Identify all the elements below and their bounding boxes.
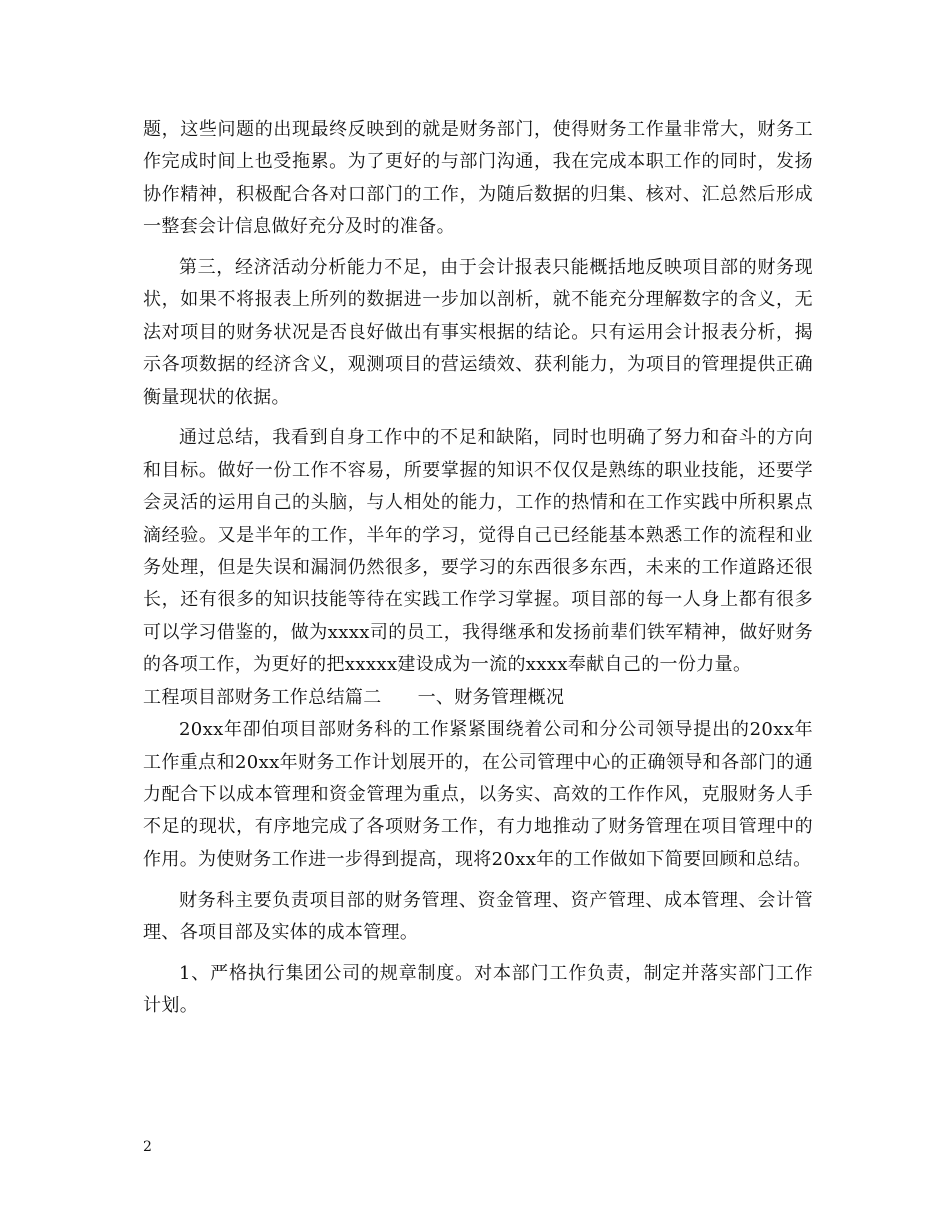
section-heading-title: 工程项目部财务工作总结篇二 xyxy=(143,686,382,708)
section-heading xyxy=(143,682,813,714)
paragraph-overview: 20xx年卲伯项目部财务科的工作紧紧围绕着公司和分公司领导提出的20xx年工作重点和20xx年财务工作计划展开的，在公司管理中心的正确领导和各部门的通力配合下以成本管理和资金管理为重点，以务实、高效的工作作风，克服财务人手不足的现状，有序地完成了各项财务工作，有力地推动了财务管理在项目管理中的作用。为使财务工作进一步得到提高，现将20xx年的工作做如下简要回顾和总结。 xyxy=(143,719,813,870)
paragraph-item-one: 1、严格执行集团公司的规章制度。对本部门工作负责，制定并落实部门工作计划。 xyxy=(143,962,813,1017)
page-number: 2 xyxy=(143,1139,152,1155)
section-heading-subtitle: 一、财务管理概况 xyxy=(417,686,565,708)
paragraph-responsibilities: 财务科主要负责项目部的财务管理、资金管理、资产管理、成本管理、会计管理、各项目部及实体的成本管理。 xyxy=(143,889,813,943)
paragraph-summary: 通过总结，我看到自身工作中的不足和缺陷，同时也明确了努力和奋斗的方向和目标。做好一份工作不容易，所要掌握的知识不仅仅是熟练的职业技能，还要学会灵活的运用自己的头脑，与人相处的能力，工作的热情和在工作实践中所积累点滴经验。又是半年的工作，半年的学习，觉得自己已经能基本熟悉工作的流程和业务处理，但是失误和漏洞仍然很多，要学习的东西很多东西，未来的工作道路还很长，还有很多的知识技能等待在实践工作学习掌握。项目部的每一人身上都有很多可以学习借鉴的，做为xxxx司的员工，我得继承和发扬前辈们铁军精神，做好财务的各项工作，为更好的把xxxxx建设成为一流的xxxx奉献自己的一份力量。 xyxy=(143,427,813,676)
paragraph-continuation: 题，这些问题的出现最终反映到的就是财务部门，使得财务工作量非常大，财务工作完成时间上也受拖累。为了更好的与部门沟通，我在完成本职工作的同时，发扬协作精神，积极配合各对口部门的工作，为随后数据的归集、核对、汇总然后形成一整套会计信息做好充分及时的准备。 xyxy=(143,119,813,238)
document-body xyxy=(143,114,813,1023)
paragraph-third-point: 第三，经济活动分析能力不足，由于会计报表只能概括地反映项目部的财务现状，如果不将报表上所列的数据进一步加以剖析，就不能充分理解数字的含义，无法对项目的财务状况是否良好做出有事实根据的结论。只有运用会计报表分析，揭示各项数据的经济含义，观测项目的营运绩效、获利能力，为项目的管理提供正确衡量现状的依据。 xyxy=(143,257,813,408)
